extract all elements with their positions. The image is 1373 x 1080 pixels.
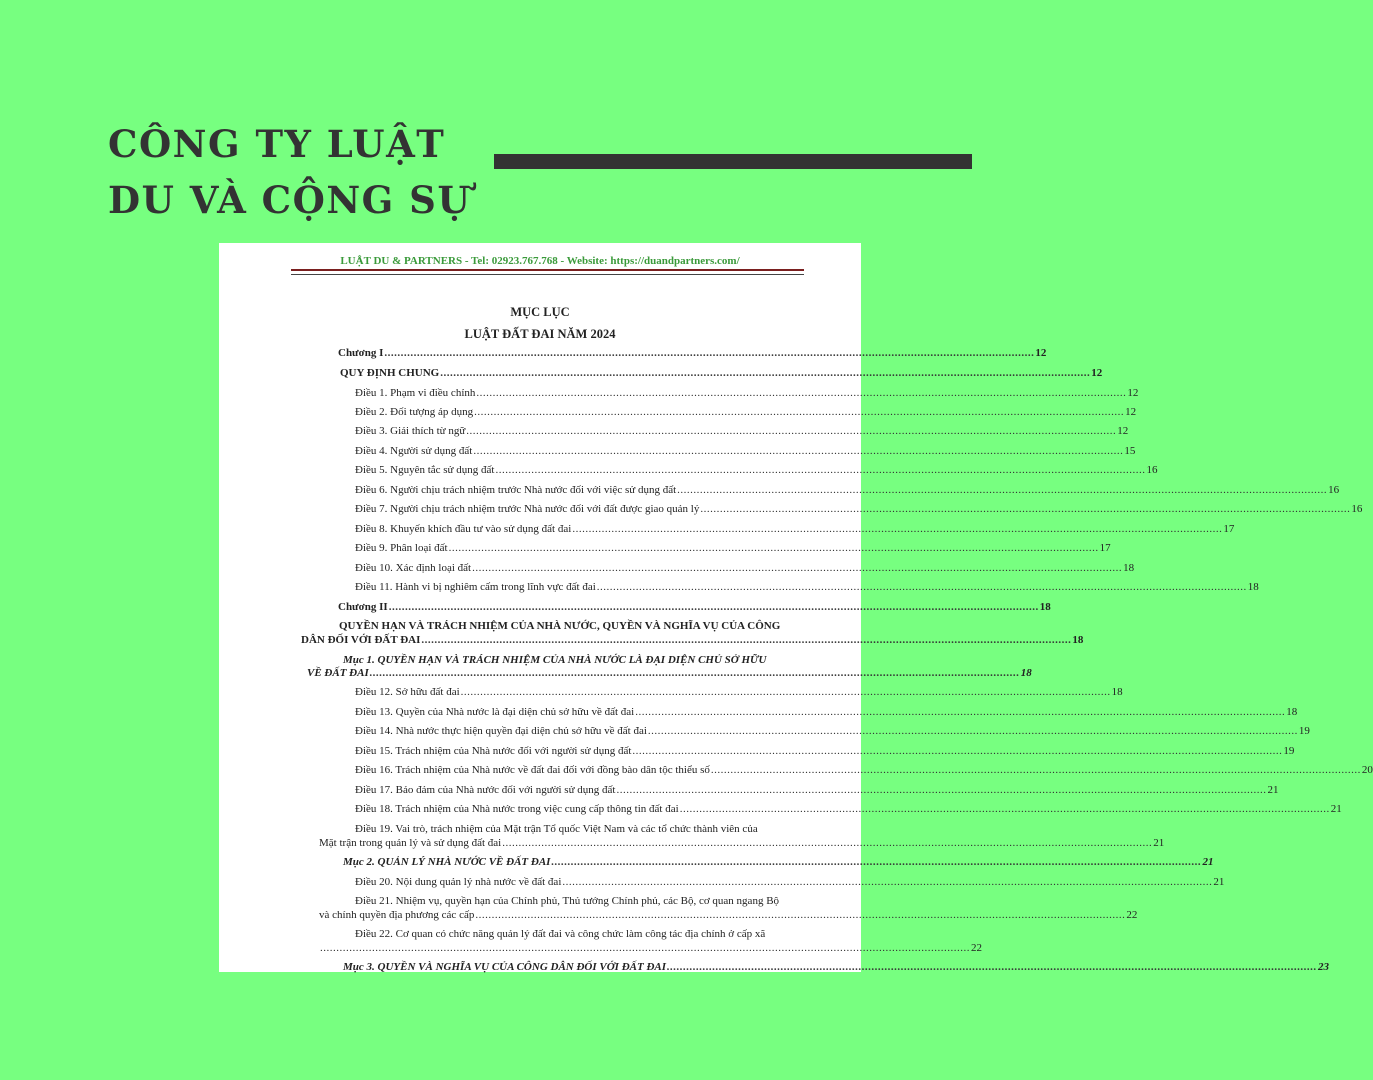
toc-title: MỤC LỤC	[510, 305, 570, 319]
dot-leader: ........................................................................................................................................................................................................	[369, 667, 1020, 679]
dot-leader: ........................................................................................................................................................................................................	[551, 856, 1202, 868]
company-name	[108, 116, 471, 228]
toc-entry-dieu-5[interactable]: Điều 5. Nguyên tắc sử dụng đất ........................................................................................................................................................................................................ 16	[355, 464, 1158, 476]
toc-entry-dieu-22[interactable]: Điều 22. Cơ quan có chức năng quản lý đất đai và công chức làm công tác địa chính ở cấp xã	[355, 928, 766, 940]
title-divider-bar	[494, 154, 972, 169]
dot-leader: ........................................................................................................................................................................................................	[474, 406, 1125, 418]
dot-leader: ........................................................................................................................................................................................................	[677, 484, 1328, 496]
toc-entry-dieu-8[interactable]: Điều 8. Khuyến khích đầu tư vào sử dụng đất đai ........................................................................................................................................................................................................ 17	[355, 523, 1235, 535]
dot-leader: ........................................................................................................................................................................................................	[632, 745, 1283, 757]
dot-leader: ........................................................................................................................................................................................................	[421, 634, 1072, 646]
dot-leader: ........................................................................................................................................................................................................	[476, 387, 1127, 399]
toc-entry-dieu-9[interactable]: Điều 9. Phân loại đất ........................................................................................................................................................................................................ 17	[355, 542, 1111, 554]
dot-leader: ........................................................................................................................................................................................................	[596, 581, 1247, 593]
dot-leader: ........................................................................................................................................................................................................	[679, 803, 1330, 815]
toc-entry-dieu-21[interactable]: Điều 21. Nhiệm vụ, quyền hạn của Chính phủ, Thủ tướng Chính phủ, các Bộ, cơ quan ngang Bộ	[355, 895, 780, 907]
law-title: LUẬT ĐẤT ĐAI NĂM 2024	[464, 327, 616, 341]
toc-entry-dieu-19-line2[interactable]: Mặt trận trong quản lý và sử dụng đất đai ........................................................................................................................................................................................................ 21	[319, 837, 1165, 849]
toc-entry-dieu-14[interactable]: Điều 14. Nhà nước thực hiện quyền đại diện chủ sở hữu về đất đai ........................................................................................................................................................................................................ 19	[355, 725, 1310, 737]
toc-entry-muc-1[interactable]: Mục 1. QUYỀN HẠN VÀ TRÁCH NHIỆM CỦA NHÀ NƯỚC LÀ ĐẠI DIỆN CHỦ SỞ HỮU	[343, 654, 767, 666]
dot-leader: ........................................................................................................................................................................................................	[710, 764, 1361, 776]
toc-entry-dieu-11[interactable]: Điều 11. Hành vi bị nghiêm cấm trong lĩnh vực đất đai ........................................................................................................................................................................................................ 18	[355, 581, 1259, 593]
toc-entry-dieu-19[interactable]: Điều 19. Vai trò, trách nhiệm của Mặt trận Tổ quốc Việt Nam và các tổ chức thành viên của	[355, 823, 758, 835]
toc-entry-dieu-16[interactable]: Điều 16. Trách nhiệm của Nhà nước về đất đai đối với đồng bào dân tộc thiểu số ........................................................................................................................................................................................................ 20	[355, 764, 1373, 776]
dot-leader: ........................................................................................................................................................................................................	[700, 503, 1351, 515]
header-rule	[291, 269, 804, 275]
toc-entry-muc-1-line2[interactable]: VỀ ĐẤT ĐAI ........................................................................................................................................................................................................ 18	[307, 667, 1032, 679]
toc-entry-dieu-13[interactable]: Điều 13. Quyền của Nhà nước là đại diện chủ sở hữu về đất đai ........................................................................................................................................................................................................ 18	[355, 706, 1298, 718]
dot-leader: ........................................................................................................................................................................................................	[667, 961, 1318, 973]
dot-leader: ........................................................................................................................................................................................................	[384, 347, 1035, 359]
toc-entry-dieu-21-line2[interactable]: và chính quyền địa phương các cấp ........................................................................................................................................................................................................ 22	[319, 909, 1138, 921]
toc-entry-dieu-22-line2[interactable]: ........................................................................................................................................................................................................ 22	[320, 942, 982, 954]
toc-entry-chuong-1[interactable]: Chương I ........................................................................................................................................................................................................ 12	[338, 347, 1047, 359]
dot-leader: ........................................................................................................................................................................................................	[495, 464, 1146, 476]
dot-leader: ........................................................................................................................................................................................................	[647, 725, 1298, 737]
toc-entry-dieu-20[interactable]: Điều 20. Nội dung quản lý nhà nước về đất đai ........................................................................................................................................................................................................ 21	[355, 876, 1225, 888]
toc-entry-dieu-18[interactable]: Điều 18. Trách nhiệm của Nhà nước trong việc cung cấp thông tin đất đai ........................................................................................................................................................................................................ 21	[355, 803, 1342, 815]
toc-entry-dieu-6[interactable]: Điều 6. Người chịu trách nhiệm trước Nhà nước đối với việc sử dụng đất ........................................................................................................................................................................................................ 16	[355, 484, 1340, 496]
dot-leader: ........................................................................................................................................................................................................	[472, 562, 1123, 574]
document-page	[219, 243, 1373, 973]
dot-leader: ........................................................................................................................................................................................................	[466, 425, 1117, 437]
toc-entry-dieu-2[interactable]: Điều 2. Đối tượng áp dụng ........................................................................................................................................................................................................ 12	[355, 406, 1137, 418]
dot-leader: ........................................................................................................................................................................................................	[562, 876, 1213, 888]
dot-leader: ........................................................................................................................................................................................................	[473, 445, 1124, 457]
toc-entry-dieu-1[interactable]: Điều 1. Phạm vi điều chỉnh ........................................................................................................................................................................................................ 12	[355, 387, 1139, 399]
toc-entry-quy-dinh-chung[interactable]: QUY ĐỊNH CHUNG ........................................................................................................................................................................................................ 12	[340, 367, 1103, 379]
document-header: LUẬT DU & PARTNERS - Tel: 02923.767.768 - Website: https://duandpartners.com/	[340, 255, 740, 267]
toc-entry-dieu-12[interactable]: Điều 12. Sở hữu đất đai ........................................................................................................................................................................................................ 18	[355, 686, 1123, 698]
dot-leader: ........................................................................................................................................................................................................	[448, 542, 1099, 554]
company-name-line1: CÔNG TY LUẬT	[108, 122, 446, 166]
dot-leader: ........................................................................................................................................................................................................	[388, 601, 1039, 613]
toc-entry-muc-2[interactable]: Mục 2. QUẢN LÝ NHÀ NƯỚC VỀ ĐẤT ĐAI ........................................................................................................................................................................................................ 21	[343, 856, 1214, 868]
toc-entry-dieu-10[interactable]: Điều 10. Xác định loại đất ........................................................................................................................................................................................................ 18	[355, 562, 1135, 574]
dot-leader: ........................................................................................................................................................................................................	[502, 837, 1153, 849]
toc-entry-muc-3[interactable]: Mục 3. QUYỀN VÀ NGHĨA VỤ CỦA CÔNG DÂN ĐỐI VỚI ĐẤT ĐAI ........................................................................................................................................................................................................ 23	[343, 961, 1330, 973]
company-name-line2: DU VÀ CỘNG SỰ	[108, 178, 472, 222]
dot-leader: ........................................................................................................................................................................................................	[460, 686, 1111, 698]
dot-leader: ........................................................................................................................................................................................................	[440, 367, 1091, 379]
dot-leader: ........................................................................................................................................................................................................	[616, 784, 1267, 796]
toc-entry-dieu-17[interactable]: Điều 17. Bảo đảm của Nhà nước đối với người sử dụng đất ........................................................................................................................................................................................................ 21	[355, 784, 1279, 796]
dot-leader: ........................................................................................................................................................................................................	[320, 942, 970, 954]
toc-entry-dieu-7[interactable]: Điều 7. Người chịu trách nhiệm trước Nhà nước đối với đất được giao quản lý ........................................................................................................................................................................................................ 16	[355, 503, 1363, 515]
toc-entry-chuong-2-title-line2[interactable]: DÂN ĐỐI VỚI ĐẤT ĐAI ........................................................................................................................................................................................................ 18	[301, 634, 1084, 646]
dot-leader: ........................................................................................................................................................................................................	[635, 706, 1286, 718]
toc-entry-chuong-2[interactable]: Chương II ........................................................................................................................................................................................................ 18	[338, 601, 1051, 613]
toc-entry-dieu-4[interactable]: Điều 4. Người sử dụng đất ........................................................................................................................................................................................................ 15	[355, 445, 1136, 457]
dot-leader: ........................................................................................................................................................................................................	[572, 523, 1223, 535]
toc-entry-chuong-2-title[interactable]: QUYỀN HẠN VÀ TRÁCH NHIỆM CỦA NHÀ NƯỚC, QUYỀN VÀ NGHĨA VỤ CỦA CÔNG	[339, 620, 781, 632]
toc-entry-dieu-3[interactable]: Điều 3. Giải thích từ ngữ ........................................................................................................................................................................................................ 12	[355, 425, 1129, 437]
toc-entry-dieu-15[interactable]: Điều 15. Trách nhiệm của Nhà nước đối với người sử dụng đất ........................................................................................................................................................................................................ 19	[355, 745, 1295, 757]
dot-leader: ........................................................................................................................................................................................................	[475, 909, 1126, 921]
